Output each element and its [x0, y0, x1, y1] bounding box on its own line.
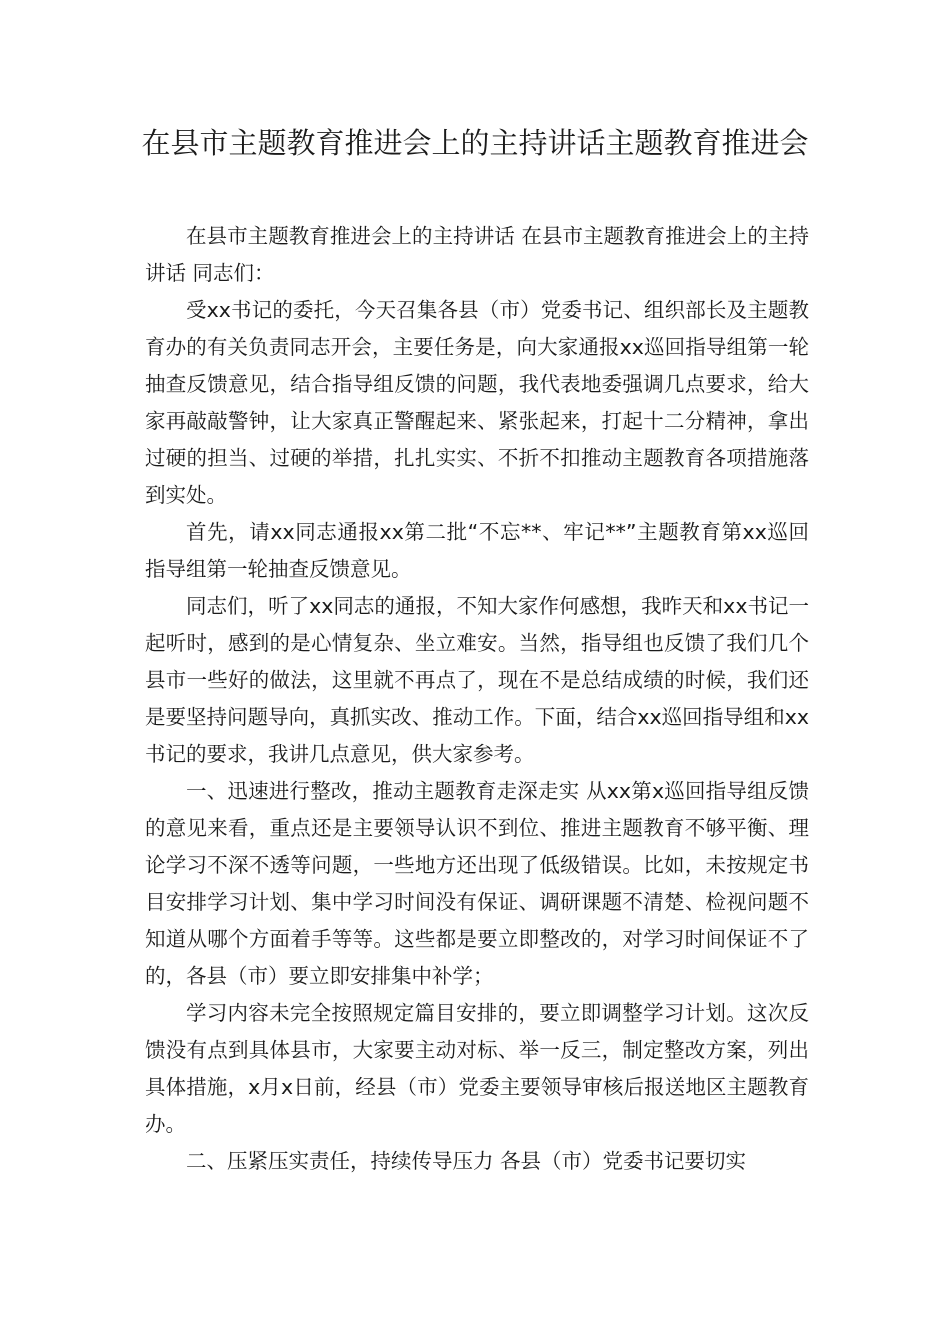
document-title: 在县市主题教育推进会上的主持讲话主题教育推进会	[141, 126, 809, 160]
paragraph: 同志们，听了xx同志的通报，不知大家作何感想，我昨天和xx书记一起听时，感到的是心情复杂、坐立难安。当然，指导组也反馈了我们几个县市一些好的做法，这里就不再点了，现在不是总结成绩的时候，我们还是要坚持问题导向，真抓实改、推动工作。下面，结合xx巡回指导组和xx书记的要求，我讲几点意见，供大家参考。	[145, 594, 809, 766]
paragraph: 学习内容未完全按照规定篇目安排的，要立即调整学习计划。这次反馈没有点到具体县市，大家要主动对标、举一反三，制定整改方案，列出具体措施，x月x日前，经县（市）党委主要领导审核后报送地区主题教育办。	[145, 1001, 809, 1136]
document-body	[145, 218, 809, 1180]
paragraph: 首先，请xx同志通报xx第二批“不忘**、牢记**”主题教育第xx巡回指导组第一轮抽查反馈意见。	[145, 520, 809, 581]
paragraph: 在县市主题教育推进会上的主持讲话 在县市主题教育推进会上的主持讲话 同志们：	[145, 224, 809, 285]
paragraph: 一、迅速进行整改，推动主题教育走深走实 从xx第x巡回指导组反馈的意见来看，重点还是主要领导认识不到位、推进主题教育不够平衡、理论学习不深不透等问题，一些地方还出现了低级错误。比如，未按规定书目安排学习计划、集中学习时间没有保证、调研课题不清楚、检视问题不知道从哪个方面着手等等。这些都是要立即整改的，对学习时间保证不了的，各县（市）要立即安排集中补学；	[145, 779, 809, 988]
paragraph: 二、压紧压实责任，持续传导压力 各县（市）党委书记要切实	[186, 1149, 747, 1173]
paragraph: 受xx书记的委托，今天召集各县（市）党委书记、组织部长及主题教育办的有关负责同志开会，主要任务是，向大家通报xx巡回指导组第一轮抽查反馈意见，结合指导组反馈的问题，我代表地委强调几点要求，给大家再敲敲警钟，让大家真正警醒起来、紧张起来，打起十二分精神，拿出过硬的担当、过硬的举措，扎扎实实、不折不扣推动主题教育各项措施落到实处。	[145, 298, 809, 507]
